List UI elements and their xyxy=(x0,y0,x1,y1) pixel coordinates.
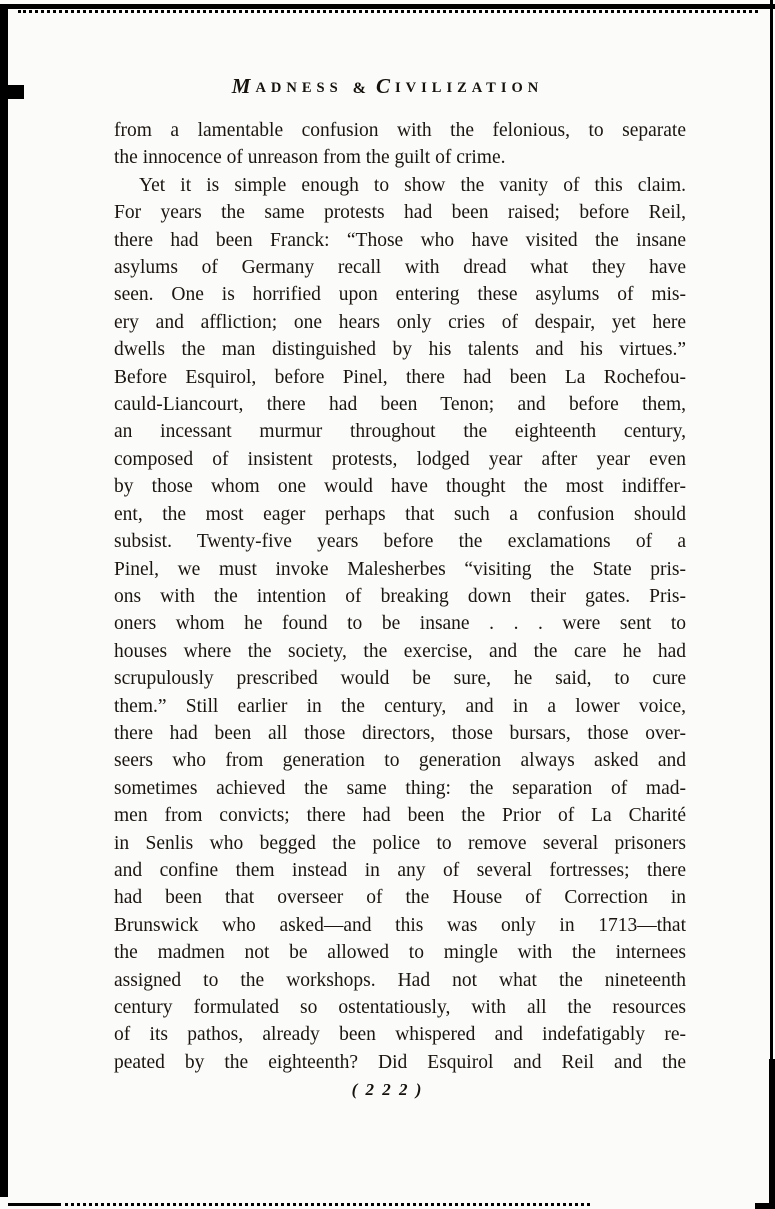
text-line: there had been all those directors, those bursars, those over- xyxy=(114,722,686,744)
text-line: subsist. Twenty-five years before the exclamations of a xyxy=(114,531,686,553)
scan-edge-top xyxy=(0,4,775,9)
text-line: sometimes achieved the same thing: the separation of mad- xyxy=(114,777,686,799)
running-head-rest-adness: ADNESS xyxy=(255,80,343,96)
text-line: ent, the most eager perhaps that such a confusion should xyxy=(114,503,686,525)
page-number: ( 2 2 2 ) xyxy=(351,1080,424,1099)
running-head-rest-ivilization: IVILIZATION xyxy=(395,80,544,96)
text-line: from a lamentable confusion with the felonious, to separate xyxy=(114,120,686,141)
text-line: and confine them instead in any of several fortresses; there xyxy=(114,859,686,881)
body-text xyxy=(114,117,686,1076)
running-head-initial-c: C xyxy=(376,74,396,98)
text-line: ery and affliction; one hears only cries of despair, yet here xyxy=(114,311,686,333)
text-line: by those whom one would have thought the most indiffer- xyxy=(114,476,686,498)
text-line: assigned to the workshops. Had not what the nineteenth xyxy=(114,969,686,991)
text-line: cauld-Liancourt, there had been Tenon; and before them, xyxy=(114,394,686,416)
text-line: had been that overseer of the House of Correction in xyxy=(114,887,686,909)
text-line: scrupulously prescribed would be sure, he said, to cure xyxy=(114,668,686,690)
text-line: of its pathos, already been whispered and indefatigably re- xyxy=(114,1024,686,1046)
running-head-initial-m: M xyxy=(231,74,256,98)
scan-edge-top-dotted xyxy=(18,10,758,13)
scan-edge-bottom-right-corner xyxy=(755,1203,775,1209)
text-line: the madmen not be allowed to mingle with the internees xyxy=(114,942,686,964)
text-line: them.” Still earlier in the century, and in a lower voice, xyxy=(114,695,686,717)
text-line: men from convicts; there had been the Prior of La Charité xyxy=(114,805,686,827)
scan-edge-bottom-dotted xyxy=(58,1203,590,1206)
text-line: in Senlis who begged the police to remove several prisoners xyxy=(114,832,686,854)
text-line: houses where the society, the exercise, and the care he had xyxy=(114,640,686,662)
text-line: Brunswick who asked—and this was only in 1713—that xyxy=(114,914,686,936)
text-line: peated by the eighteenth? Did Esquirol and Reil and the xyxy=(114,1051,686,1073)
text-line: ons with the intention of breaking down their gates. Pris- xyxy=(114,585,686,607)
text-line: the innocence of unreason from the guilt of crime. xyxy=(114,147,506,169)
text-line: century formulated so ostentatiously, with all the resources xyxy=(114,997,686,1018)
text-line: an incessant murmur throughout the eighteenth century, xyxy=(114,421,686,443)
text-line: seers who from generation to generation always asked and xyxy=(114,750,686,772)
running-head xyxy=(0,74,775,99)
running-head-word-madness xyxy=(232,74,343,99)
text-line: there had been Franck: “Those who have visited the insane xyxy=(114,229,686,251)
text-line: seen. One is horrified upon entering these asylums of mis- xyxy=(114,284,686,306)
text-line: asylums of Germany recall with dread what they have xyxy=(114,257,686,279)
text-line: dwells the man distinguished by his talents and his virtues.” xyxy=(114,339,686,361)
text-line: For years the same protests had been raised; before Reil, xyxy=(114,202,686,224)
text-line: Yet it is simple enough to show the vanity of this claim. xyxy=(139,174,686,196)
text-line: composed of insistent protests, lodged year after year even xyxy=(114,448,686,470)
scan-edge-left xyxy=(0,5,8,1197)
running-head-ampersand: & xyxy=(352,80,366,97)
scan-edge-bottom-solid xyxy=(8,1203,58,1206)
text-line: oners whom he found to be insane . . . were sent to xyxy=(114,613,686,635)
text-line: Before Esquirol, before Pinel, there had been La Rochefou- xyxy=(114,366,686,388)
running-head-word-civilization xyxy=(376,74,543,99)
scan-edge-right xyxy=(770,0,773,1209)
text-line: Pinel, we must invoke Malesherbes “visiting the State pris- xyxy=(114,558,686,580)
